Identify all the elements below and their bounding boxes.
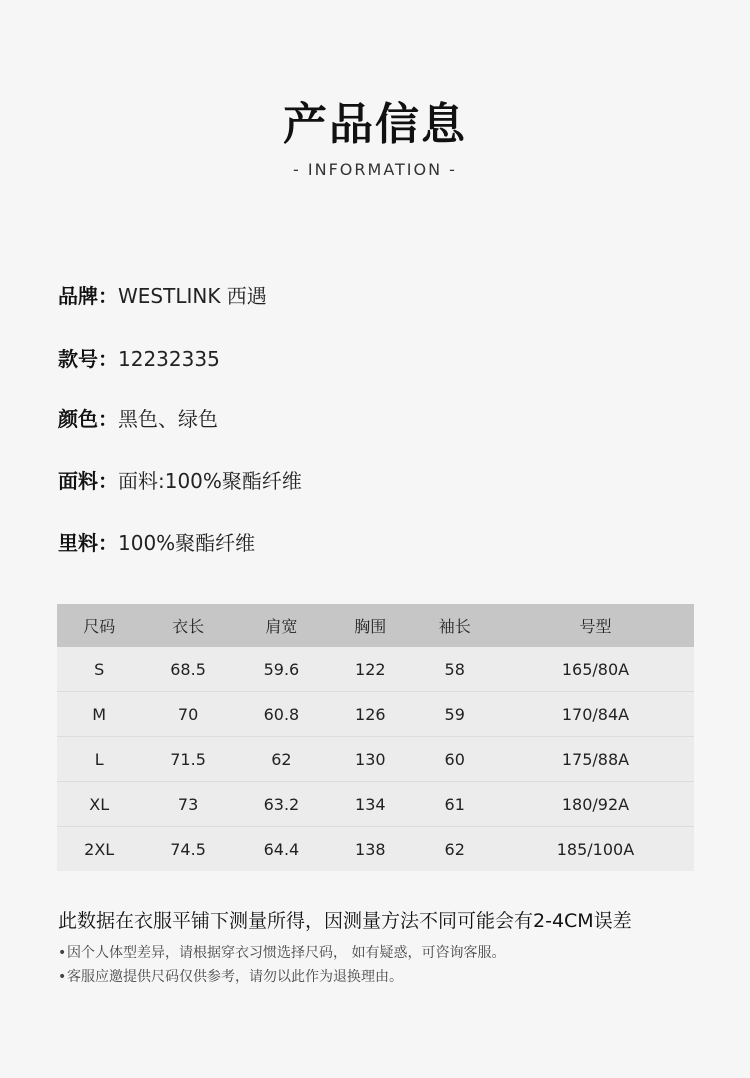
- size-table: [57, 604, 694, 871]
- table-cell: 74.5: [141, 827, 234, 872]
- table-cell: 126: [328, 692, 412, 737]
- table-cell: 73: [141, 782, 234, 827]
- info-label: 品牌：: [58, 284, 118, 308]
- info-brand: [58, 280, 267, 309]
- table-cell: 130: [328, 737, 412, 782]
- note-text: 客服应邀提供尺码仅供参考，请勿以此作为退换理由。: [67, 969, 403, 985]
- column-header: 号型: [497, 604, 694, 647]
- table-cell: 185/100A: [497, 827, 694, 872]
- column-header: 肩宽: [235, 604, 328, 647]
- table-cell: 175/88A: [497, 737, 694, 782]
- page-title: 产品信息: [283, 99, 467, 150]
- info-value: 100%聚酯纤维: [118, 531, 256, 555]
- note-item: [58, 966, 403, 986]
- table-row: [57, 827, 694, 872]
- table-cell: L: [57, 737, 141, 782]
- table-cell: 71.5: [141, 737, 234, 782]
- table-cell: 64.4: [235, 827, 328, 872]
- table-cell: 59: [413, 692, 497, 737]
- table-cell: 70: [141, 692, 234, 737]
- table-cell: 180/92A: [497, 782, 694, 827]
- table-cell: 165/80A: [497, 647, 694, 692]
- info-value: 黑色、绿色: [118, 407, 218, 431]
- info-label: 里料：: [58, 531, 118, 555]
- table-row: [57, 647, 694, 692]
- table-cell: 58: [413, 647, 497, 692]
- table-cell: XL: [57, 782, 141, 827]
- bullet-icon: •: [58, 945, 67, 961]
- table-cell: 63.2: [235, 782, 328, 827]
- table-cell: 138: [328, 827, 412, 872]
- note-item: [58, 942, 505, 962]
- info-value: WESTLINK 西遇: [118, 284, 267, 308]
- note-text: 因个人体型差异，请根据穿衣习惯选择尺码， 如有疑惑，可咨询客服。: [67, 945, 506, 961]
- table-cell: M: [57, 692, 141, 737]
- table-row: [57, 737, 694, 782]
- info-value: 面料:100%聚酯纤维: [118, 469, 302, 493]
- info-fabric: [58, 465, 302, 494]
- table-row: [57, 782, 694, 827]
- column-header: 袖长: [413, 604, 497, 647]
- table-row: [57, 692, 694, 737]
- column-header: 胸围: [328, 604, 412, 647]
- table-cell: 62: [235, 737, 328, 782]
- bullet-icon: •: [58, 969, 67, 985]
- table-header-row: [57, 604, 694, 647]
- table-cell: 170/84A: [497, 692, 694, 737]
- table-cell: 61: [413, 782, 497, 827]
- table-cell: 62: [413, 827, 497, 872]
- table-cell: S: [57, 647, 141, 692]
- info-color: [58, 403, 218, 432]
- info-lining: [58, 527, 255, 556]
- table-cell: 134: [328, 782, 412, 827]
- info-label: 颜色：: [58, 407, 118, 431]
- column-header: 尺码: [57, 604, 141, 647]
- table-cell: 2XL: [57, 827, 141, 872]
- table-cell: 60: [413, 737, 497, 782]
- page-subtitle: - INFORMATION -: [293, 160, 457, 179]
- info-value: 12232335: [118, 347, 220, 371]
- table-cell: 60.8: [235, 692, 328, 737]
- measurement-note: 此数据在衣服平铺下测量所得，因测量方法不同可能会有2-4CM误差: [58, 910, 632, 932]
- info-label: 面料：: [58, 469, 118, 493]
- column-header: 衣长: [141, 604, 234, 647]
- table-cell: 122: [328, 647, 412, 692]
- table-cell: 68.5: [141, 647, 234, 692]
- info-style-number: [58, 343, 220, 372]
- table-cell: 59.6: [235, 647, 328, 692]
- info-label: 款号：: [58, 347, 118, 371]
